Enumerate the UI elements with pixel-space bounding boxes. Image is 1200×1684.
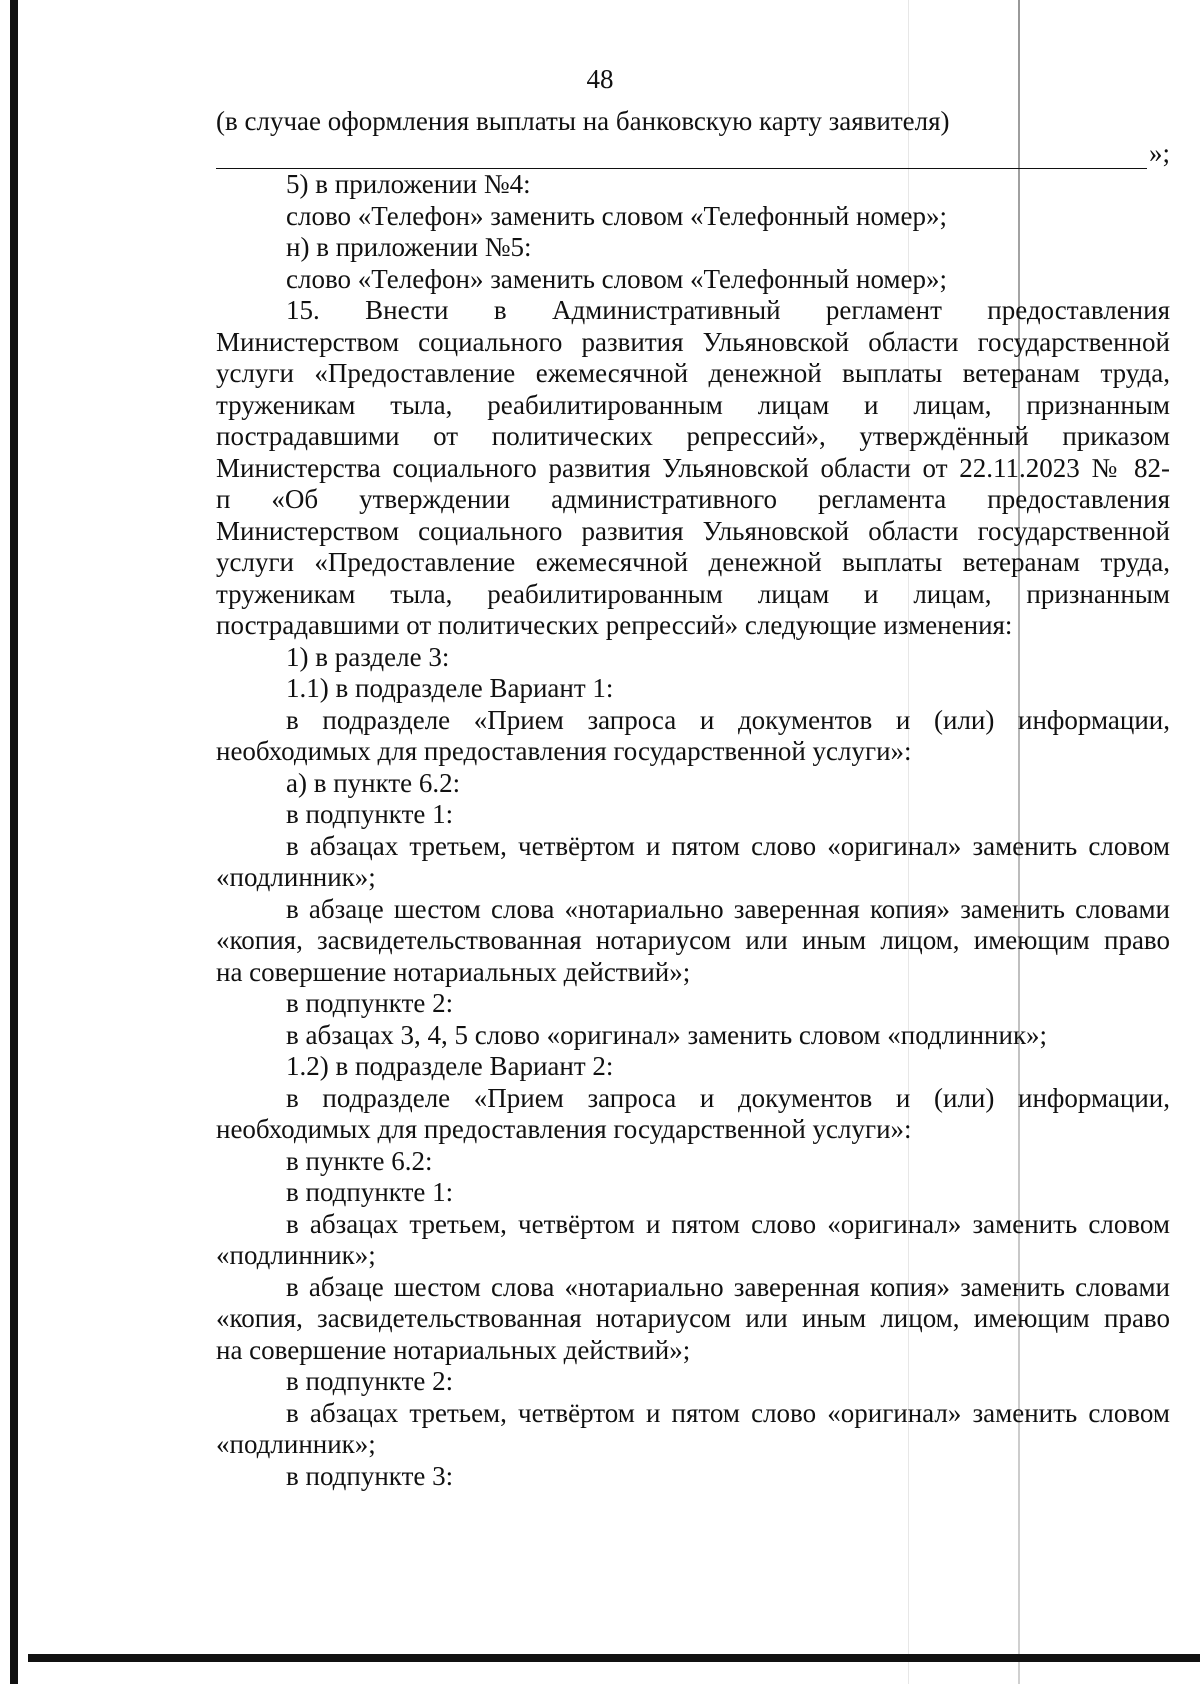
text-line: п «Об утверждении административного регламента предоставления: [216, 484, 1170, 514]
text-line: необходимых для предоставления государственной услуги»:: [216, 736, 912, 766]
text-line: «копия, засвидетельствованная нотариусом или иным лицом, имеющим право: [216, 925, 1170, 955]
text-line: 5) в приложении №4:: [286, 169, 531, 199]
text-line: в подпункте 3:: [286, 1460, 454, 1491]
text-line: Министерством социального развития Ульяновской области государственной: [216, 326, 1170, 357]
scan-border-left: [10, 0, 18, 1684]
text-line: в абзаце шестом слова «нотариально заверенная копия» заменить словами: [286, 1271, 1170, 1302]
text-line: слово «Телефон» заменить словом «Телефонный номер»;: [286, 263, 947, 294]
text-line: слово «Телефон» заменить словом «Телефонный номер»;: [286, 200, 947, 231]
text-line: а) в пункте 6.2:: [286, 767, 461, 798]
text-line: Министерством социального развития Ульяновской области государственной: [216, 515, 1170, 546]
header-note: (в случае оформления выплаты на банковскую карту заявителя): [216, 106, 950, 136]
text-line: в пункте 6.2:: [286, 1145, 433, 1176]
text-line: услуги «Предоставление ежемесячной денежной выплаты ветеранам труда,: [216, 547, 1170, 577]
text-line: «подлинник»;: [216, 1240, 376, 1270]
document-body: [216, 106, 1170, 1492]
text-line: пострадавшими от политических репрессий» следующие изменения:: [216, 610, 1013, 640]
text-line: на совершение нотариальных действий»;: [216, 1334, 691, 1365]
text-line: услуги «Предоставление ежемесячной денежной выплаты ветеранам труда,: [216, 358, 1170, 388]
text-line: 1) в разделе 3:: [286, 641, 450, 672]
text-line: труженикам тыла, реабилитированным лицам и лицам, признанным: [216, 389, 1170, 420]
text-line: «копия, засвидетельствованная нотариусом или иным лицом, имеющим право: [216, 1303, 1170, 1333]
text-line: в подпункте 1:: [286, 799, 454, 829]
text-line: «подлинник»;: [216, 1429, 376, 1459]
text-line: пострадавшими от политических репрессий», утверждённый приказом: [216, 421, 1170, 451]
text-line: «подлинник»;: [216, 862, 376, 892]
text-line: на совершение нотариальных действий»;: [216, 956, 691, 987]
text-line: 15. Внести в Административный регламент предоставления: [286, 295, 1170, 325]
signature-close: »;: [1148, 137, 1170, 168]
text-line: в подразделе «Прием запроса и документов и (или) информации,: [286, 1082, 1170, 1113]
text-line: в абзацах третьем, четвёртом и пятом слово «оригинал» заменить словом: [286, 1208, 1170, 1239]
text-line: Министерства социального развития Ульяновской области от 22.11.2023 № 82-: [216, 452, 1170, 483]
text-line: н) в приложении №5:: [286, 232, 532, 262]
signature-line: [216, 138, 1170, 170]
text-line: в подпункте 2:: [286, 1366, 454, 1396]
text-line: труженикам тыла, реабилитированным лицам и лицам, признанным: [216, 578, 1170, 609]
scan-border-bottom: [28, 1654, 1200, 1662]
text-line: 1.2) в подразделе Вариант 2:: [286, 1051, 614, 1081]
text-line: 1.1) в подразделе Вариант 1:: [286, 673, 614, 703]
text-line: в абзацах третьем, четвёртом и пятом слово «оригинал» заменить словом: [286, 830, 1170, 861]
text-line: в абзацах третьем, четвёртом и пятом слово «оригинал» заменить словом: [286, 1397, 1170, 1428]
signature-rule: [216, 150, 1147, 169]
text-line: в подразделе «Прием запроса и документов и (или) информации,: [286, 704, 1170, 735]
page-number: 48: [586, 64, 614, 94]
text-line: в абзацах 3, 4, 5 слово «оригинал» заменить словом «подлинник»;: [286, 1019, 1048, 1050]
text-line: в абзаце шестом слова «нотариально заверенная копия» заменить словами: [286, 893, 1170, 924]
text-line: в подпункте 2:: [286, 988, 454, 1018]
text-line: в подпункте 1:: [286, 1177, 454, 1207]
text-line: необходимых для предоставления государственной услуги»:: [216, 1114, 912, 1144]
